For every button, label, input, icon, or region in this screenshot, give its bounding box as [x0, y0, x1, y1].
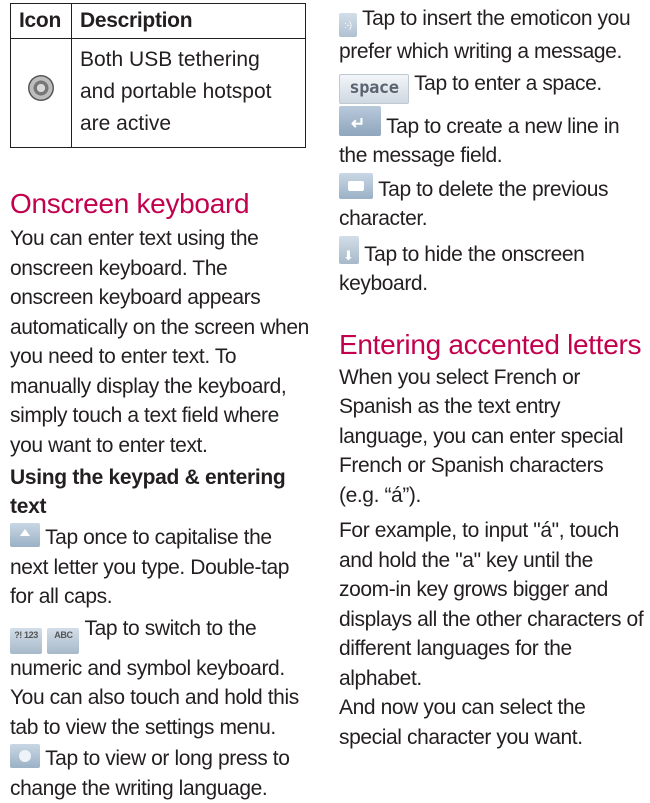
accented-para-1: When you select French or Spanish as the text entry language, you can enter special French or Spanish characters (e.g. “á”). — [339, 365, 624, 507]
accented-para-2: For example, to input "á", touch and hold the "a" key until the zoom-in key grows bigger and displays all the other characters of different languages for the alphabet. — [339, 519, 644, 690]
shift-key-icon — [10, 523, 40, 547]
enter-paragraph — [339, 106, 645, 171]
switch-paragraph — [10, 614, 314, 743]
language-key-icon — [10, 744, 40, 768]
hide-text: Tap to hide the onscreen keyboard. — [339, 242, 585, 295]
symbol-key-icon: ?! 123 — [10, 628, 42, 654]
enter-text: Tap to create a new line in the message field. — [339, 114, 620, 167]
language-paragraph — [10, 744, 314, 803]
enter-key-icon — [339, 106, 381, 136]
accented-para-3: And now you can select the special character you want. — [339, 696, 586, 749]
emoticon-text: Tap to insert the emoticon you prefer which writing a message. — [339, 7, 631, 63]
abc-key-icon: ABC — [47, 628, 79, 654]
table-header-row — [11, 4, 306, 39]
hide-paragraph — [339, 236, 645, 299]
switch-text: Tap to switch to the numeric and symbol keyboard. You can also touch and hold this tab to view the settings menu. — [10, 616, 299, 739]
usb-tethering-hotspot-icon — [28, 75, 54, 101]
space-paragraph — [339, 69, 645, 104]
table-header-icon: Icon — [11, 4, 72, 39]
emoticon-paragraph — [339, 4, 645, 67]
icon-cell — [11, 39, 72, 148]
table-cell-description: Both USB tethering and portable hotspot are active — [72, 39, 306, 148]
language-text: Tap to view or long press to change the writing language. — [10, 747, 290, 800]
delete-key-icon — [339, 173, 373, 199]
shift-text: Tap once to capitalise the next letter you type. Double-tap for all caps. — [10, 526, 290, 608]
emoticon-key-icon: :-) — [339, 13, 357, 37]
keypad-subheading: Using the keypad & entering text — [10, 466, 286, 518]
accented-letters-heading: Entering accented letters — [339, 328, 642, 360]
shift-paragraph — [10, 523, 314, 612]
hide-keyboard-key-icon — [339, 236, 359, 264]
space-key-icon: space — [339, 74, 409, 104]
icon-table — [10, 3, 306, 148]
table-header-description: Description — [72, 4, 306, 39]
right-column — [339, 0, 645, 752]
delete-text: Tap to delete the previous character. — [339, 177, 609, 230]
delete-paragraph — [339, 173, 645, 234]
intro-paragraph: You can enter text using the onscreen keyboard. The onscreen keyboard appears automatically on the screen when you need to enter text. To manually display the keyboard, simply touch a text field where you want to enter text. — [10, 227, 309, 457]
table-row — [11, 39, 306, 148]
space-text: Tap to enter a space. — [414, 71, 602, 95]
onscreen-keyboard-heading: Onscreen keyboard — [10, 188, 250, 219]
left-column — [10, 0, 314, 803]
